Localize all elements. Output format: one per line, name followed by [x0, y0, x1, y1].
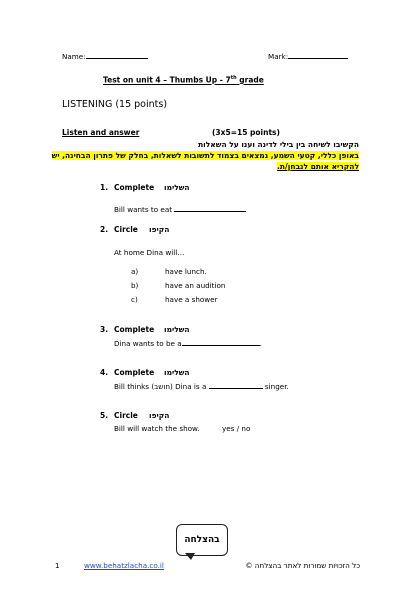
- footer-copyright: כל הזכויות שמורות לאתר בהצלחה ©: [245, 561, 360, 570]
- question-1-text: Bill wants to eat: [114, 204, 246, 214]
- question-2-type: Circle: [114, 225, 138, 234]
- question-2-type-hebrew: הקיפו: [149, 225, 170, 234]
- option-c-text: have a shower: [165, 295, 218, 304]
- name-field: [62, 51, 148, 61]
- mark-field: [268, 51, 348, 61]
- question-2-number: 2.: [100, 225, 109, 234]
- question-3-text: Dina wants to be a .: [114, 339, 262, 348]
- note-line-2: להקריא אותם לנבחן/ת.: [277, 162, 359, 171]
- question-3-blank: [182, 338, 260, 346]
- footer-url-link[interactable]: www.behatzlacha.co.il: [84, 561, 164, 570]
- question-1-blank: [174, 204, 246, 212]
- question-5-answer: yes / no: [222, 424, 251, 433]
- page-title: Test on unit 4 – Thumbs Up - 7th grade: [103, 75, 264, 85]
- question-4-text: Bill thinks (חושב) Dina is a singer.: [114, 382, 289, 391]
- section-subheading: Listen and answer: [62, 128, 140, 137]
- name-label: Name:: [62, 52, 86, 61]
- question-3-number: 3.: [100, 325, 109, 334]
- question-4-type-hebrew: השלימו: [164, 368, 190, 377]
- option-b-text: have an audition: [165, 281, 226, 290]
- question-2-text: At home Dina will…: [114, 248, 185, 257]
- question-3-type: Complete: [114, 325, 155, 334]
- name-blank: [86, 51, 148, 59]
- logo-text: בהצלחה: [184, 535, 220, 545]
- question-3-type-hebrew: השלימו: [164, 325, 190, 334]
- question-4-blank: [209, 381, 263, 389]
- section-heading: LISTENING (15 points): [62, 99, 168, 110]
- mark-blank: [288, 51, 348, 59]
- note-line-1: באופן כללי, קטעי השמע, נמצאים בצמוד לתשובות לשאלות, בחלק של פתרון הבחינה, יש: [51, 151, 359, 160]
- title-superscript: th: [230, 75, 237, 81]
- section-points: (3x5=15 points): [212, 128, 280, 137]
- question-1-type: Complete: [114, 183, 155, 192]
- option-a-text: have lunch.: [165, 267, 207, 276]
- option-a-letter: a): [131, 267, 139, 276]
- question-4-number: 4.: [100, 368, 109, 377]
- question-5-type-hebrew: הקיפו: [149, 411, 170, 420]
- question-5-number: 5.: [100, 411, 109, 420]
- instruction-hebrew: הקשיבו לשיחה בין בילי לדינה וענו על השאלות: [198, 140, 359, 149]
- behatzlacha-logo: [176, 524, 228, 556]
- question-1-type-hebrew: השלימו: [164, 183, 190, 192]
- question-5-type: Circle: [114, 411, 138, 420]
- option-b-letter: b): [131, 281, 139, 290]
- question-4-type: Complete: [114, 368, 155, 377]
- logo-speech-tail: [185, 553, 195, 560]
- question-1-number: 1.: [100, 183, 109, 192]
- option-c-letter: c): [131, 295, 138, 304]
- mark-label: Mark:: [268, 52, 289, 61]
- page-number: 1: [55, 561, 60, 570]
- question-5-text: Bill will watch the show.: [114, 424, 200, 433]
